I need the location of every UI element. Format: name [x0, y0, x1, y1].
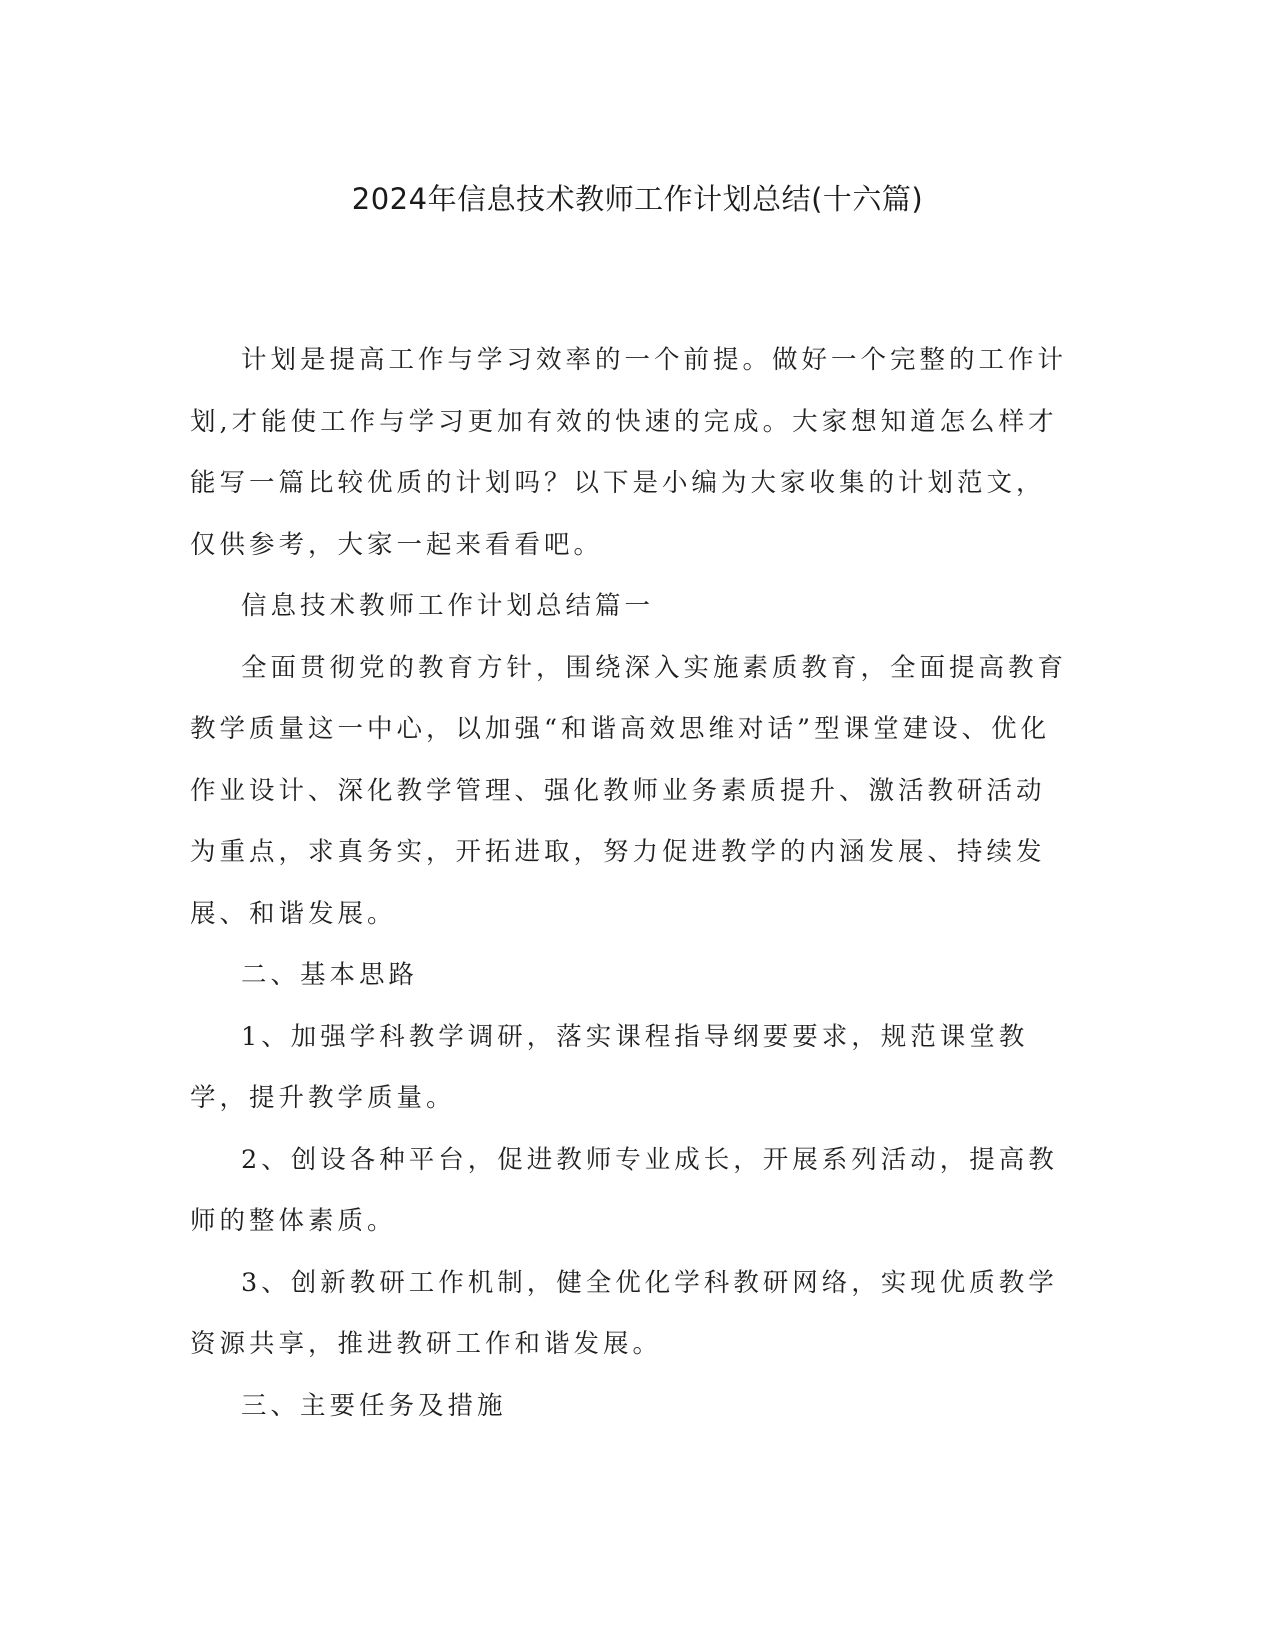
- document-title: 2024年信息技术教师工作计划总结(十六篇): [351, 182, 924, 216]
- intro-paragraph: 计划是提高工作与学习效率的一个前提。做好一个完整的工作计划,才能使工作与学习更加有效的快速的完成。大家想知道怎么样才能写一篇比较优质的计划吗？以下是小编为大家收集的计划范文，仅供参考，大家一起来看看吧。: [190, 345, 1068, 560]
- section-heading-basic-ideas: 二、基本思路: [241, 960, 419, 990]
- section-heading-main-tasks: 三、主要任务及措施: [241, 1390, 507, 1421]
- basic-idea-item-2: 2、创设各种平台，促进教师专业成长，开展系列活动，提高教师的整体素质。: [190, 1144, 1058, 1236]
- basic-idea-item-3: 3、创新教研工作机制，健全优化学科教研网络，实现优质教学资源共享，推进教研工作和谐发展。: [190, 1267, 1058, 1359]
- guiding-principle-paragraph: 全面贯彻党的教育方针，围绕深入实施素质教育，全面提高教育教学质量这一中心，以加强“和谐高效思维对话”型课堂建设、优化作业设计、深化教学管理、强化教师业务素质提升、激活教研活动为重点，求真务实，开拓进取，努力促进教学的内涵发展、持续发展、和谐发展。: [190, 652, 1068, 929]
- section-heading-part-one: 信息技术教师工作计划总结篇一: [241, 591, 655, 621]
- basic-idea-item-1: 1、加强学科教学调研，落实课程指导纲要要求，规范课堂教学，提升教学质量。: [190, 1021, 1029, 1113]
- document-body: [190, 330, 1074, 1437]
